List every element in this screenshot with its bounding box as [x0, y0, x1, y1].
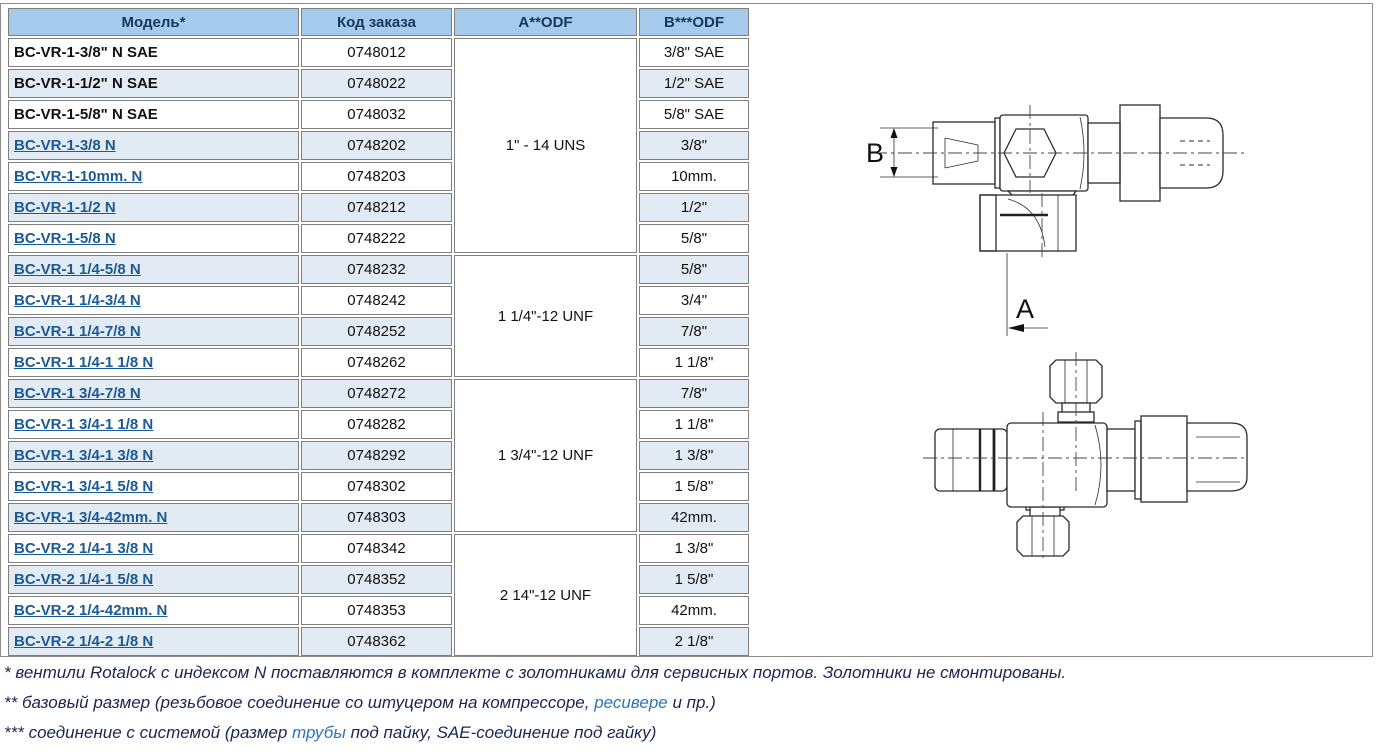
rotalock-valve-drawing-side-view [858, 93, 1258, 343]
b-odf-cell: 1 1/8" [639, 410, 749, 439]
model-cell [8, 596, 299, 625]
model-cell [8, 193, 299, 222]
order-code-cell: 0748342 [301, 534, 452, 563]
table-row [8, 193, 749, 222]
order-code-cell: 0748252 [301, 317, 452, 346]
order-code-cell: 0748203 [301, 162, 452, 191]
model-cell [8, 410, 299, 439]
table-row [8, 565, 749, 594]
table-row [8, 596, 749, 625]
model-cell [8, 162, 299, 191]
a-odf-cell: 1 3/4"-12 UNF [454, 379, 637, 532]
model-link[interactable]: BC-VR-1 3/4-1 1/8 N [14, 416, 154, 433]
model-cell: BC-VR-1-1/2" N SAE [8, 69, 299, 98]
order-code-cell: 0748272 [301, 379, 452, 408]
a-odf-cell: 1 1/4"-12 UNF [454, 255, 637, 377]
model-cell [8, 255, 299, 284]
table-header-row [8, 8, 749, 36]
model-cell [8, 534, 299, 563]
rotalock-valves-table [6, 6, 751, 658]
order-code-cell: 0748303 [301, 503, 452, 532]
table-row [8, 162, 749, 191]
footnote-2-tail: и пр.) [667, 693, 716, 712]
table-row [8, 38, 749, 67]
footnote-2-text: ** базовый размер (резьбовое соединение со штуцером на компрессоре, [4, 693, 595, 712]
b-odf-cell: 1 5/8" [639, 565, 749, 594]
model-link[interactable]: BC-VR-1 3/4-7/8 N [14, 385, 141, 402]
dim-a-label: A [1016, 294, 1035, 324]
model-link[interactable]: BC-VR-1-3/8 N [14, 137, 116, 154]
model-cell: BC-VR-1-5/8" N SAE [8, 100, 299, 129]
model-cell [8, 224, 299, 253]
a-odf-cell: 2 14"-12 UNF [454, 534, 637, 656]
order-code-cell: 0748032 [301, 100, 452, 129]
order-code-cell: 0748012 [301, 38, 452, 67]
model-link[interactable]: BC-VR-1 3/4-1 3/8 N [14, 447, 154, 464]
b-odf-cell: 2 1/8" [639, 627, 749, 656]
b-odf-cell: 42mm. [639, 503, 749, 532]
b-odf-cell: 5/8" SAE [639, 100, 749, 129]
model-link[interactable]: BC-VR-2 1/4-1 3/8 N [14, 540, 154, 557]
model-link[interactable]: BC-VR-1 3/4-1 5/8 N [14, 478, 154, 495]
dim-b-label: B [866, 138, 885, 168]
table-row [8, 534, 749, 563]
order-code-cell: 0748282 [301, 410, 452, 439]
b-odf-cell: 1/2" [639, 193, 749, 222]
model-cell [8, 317, 299, 346]
table-row [8, 348, 749, 377]
table-row [8, 69, 749, 98]
footnote-3 [4, 718, 1378, 748]
table-row [8, 503, 749, 532]
table-row [8, 131, 749, 160]
model-link[interactable]: BC-VR-1-10mm. N [14, 168, 143, 185]
footnote-2 [4, 688, 1378, 718]
order-code-cell: 0748022 [301, 69, 452, 98]
table-row [8, 410, 749, 439]
b-odf-cell: 10mm. [639, 162, 749, 191]
order-code-cell: 0748302 [301, 472, 452, 501]
order-code-cell: 0748262 [301, 348, 452, 377]
footnote-3-text: *** соединение с системой (размер [4, 723, 293, 742]
order-code-cell: 0748222 [301, 224, 452, 253]
model-cell [8, 131, 299, 160]
model-cell [8, 472, 299, 501]
col-header-model: Модель* [8, 8, 299, 36]
model-cell [8, 441, 299, 470]
footnote-3-tail: под пайку, SAE-соединение под гайку) [345, 723, 657, 742]
b-odf-cell: 7/8" [639, 379, 749, 408]
model-cell [8, 503, 299, 532]
order-code-cell: 0748202 [301, 131, 452, 160]
b-odf-cell: 3/8" SAE [639, 38, 749, 67]
table-row [8, 255, 749, 284]
b-odf-cell: 7/8" [639, 317, 749, 346]
order-code-cell: 0748212 [301, 193, 452, 222]
table-row [8, 224, 749, 253]
model-link[interactable]: BC-VR-2 1/4-42mm. N [14, 602, 168, 619]
pipe-link[interactable]: трубы [292, 723, 346, 742]
b-odf-cell: 1 3/8" [639, 441, 749, 470]
footnotes [4, 658, 1378, 748]
model-cell [8, 627, 299, 656]
b-odf-cell: 3/8" [639, 131, 749, 160]
b-odf-cell: 1/2" SAE [639, 69, 749, 98]
model-link[interactable]: BC-VR-1-5/8 N [14, 230, 116, 247]
order-code-cell: 0748232 [301, 255, 452, 284]
order-code-cell: 0748362 [301, 627, 452, 656]
col-header-a-odf: A**ODF [454, 8, 637, 36]
footnote-1: * вентили Rotalock с индексом N поставляются в комплекте с золотниками для сервисных портов. Золотники не смонтированы. [4, 663, 1067, 682]
order-code-cell: 0748352 [301, 565, 452, 594]
table-row [8, 441, 749, 470]
b-odf-cell: 1 1/8" [639, 348, 749, 377]
b-odf-cell: 1 5/8" [639, 472, 749, 501]
model-link[interactable]: BC-VR-1 3/4-42mm. N [14, 509, 168, 526]
a-odf-cell: 1" - 14 UNS [454, 38, 637, 253]
model-cell: BC-VR-1-3/8" N SAE [8, 38, 299, 67]
table-row [8, 472, 749, 501]
model-link[interactable]: BC-VR-1 1/4-5/8 N [14, 261, 141, 278]
model-link[interactable]: BC-VR-1-1/2 N [14, 199, 116, 216]
model-cell [8, 286, 299, 315]
table-row [8, 379, 749, 408]
b-odf-cell: 3/4" [639, 286, 749, 315]
col-header-order-code: Код заказа [301, 8, 452, 36]
table-row [8, 317, 749, 346]
receiver-link[interactable]: ресивере [594, 693, 668, 712]
model-cell [8, 379, 299, 408]
table-row [8, 100, 749, 129]
b-odf-cell: 5/8" [639, 255, 749, 284]
model-link[interactable]: BC-VR-2 1/4-1 5/8 N [14, 571, 154, 588]
order-code-cell: 0748292 [301, 441, 452, 470]
b-odf-cell: 42mm. [639, 596, 749, 625]
model-link[interactable]: BC-VR-2 1/4-2 1/8 N [14, 633, 154, 650]
table-row [8, 627, 749, 656]
model-link[interactable]: BC-VR-1 1/4-3/4 N [14, 292, 141, 309]
table-row [8, 286, 749, 315]
model-link[interactable]: BC-VR-1 1/4-1 1/8 N [14, 354, 154, 371]
rotalock-valve-drawing-ports-view [898, 352, 1268, 572]
order-code-cell: 0748353 [301, 596, 452, 625]
b-odf-cell: 1 3/8" [639, 534, 749, 563]
model-link[interactable]: BC-VR-1 1/4-7/8 N [14, 323, 141, 340]
order-code-cell: 0748242 [301, 286, 452, 315]
b-odf-cell: 5/8" [639, 224, 749, 253]
model-cell [8, 565, 299, 594]
col-header-b-odf: B***ODF [639, 8, 749, 36]
model-cell [8, 348, 299, 377]
